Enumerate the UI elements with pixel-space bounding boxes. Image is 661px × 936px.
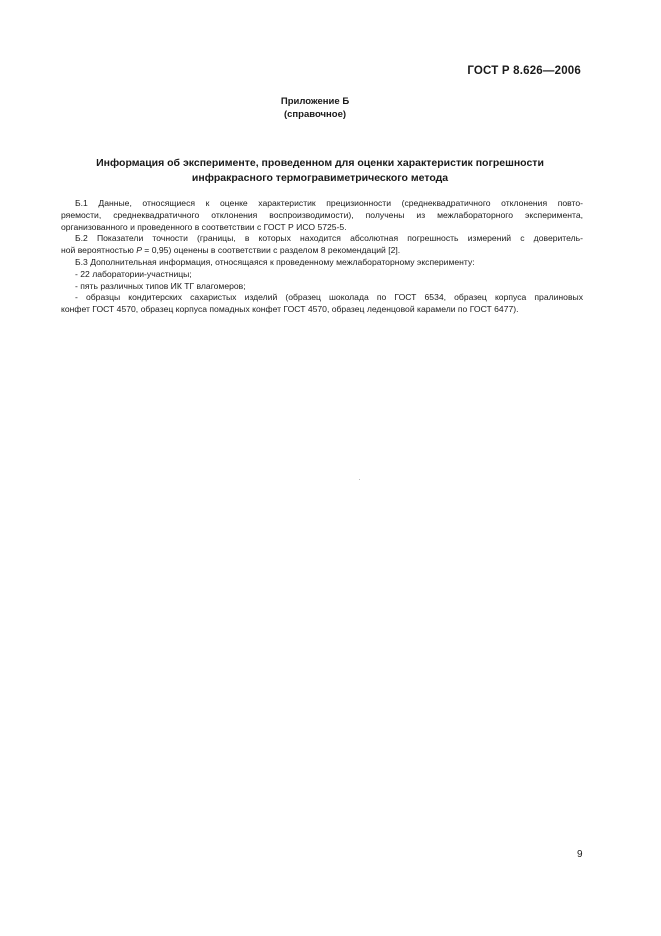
- paragraph-b1-line-1: Б.1 Данные, относящиеся к оценке характеристик прецизионности (среднеквадратичного отклонения повто-: [75, 198, 583, 208]
- paragraph-b1-line-2: ряемости, среднеквадратичного отклонения воспроизводимости), получены из межлабораторного эксперимента,: [61, 209, 583, 220]
- paragraph-b2-line-2-start: ной вероятностью: [61, 245, 137, 256]
- appendix-heading: [0, 96, 630, 121]
- appendix-label: Приложение Б: [280, 96, 350, 107]
- paragraph-b2-line-2-end: = 0,95) оценены в соответствии с разделом 8 рекомендаций [2].: [141, 245, 401, 256]
- paragraph-b1-line-3: организованного и проведенного в соответствии с ГОСТ Р ИСО 5725-5.: [61, 221, 347, 232]
- page-number: 9: [577, 849, 583, 860]
- section-title-line-2: инфракрасного термогравиметрического метода: [191, 171, 449, 184]
- paragraph-b2: [61, 233, 583, 257]
- paragraph-b2-line-1: Б.2 Показатели точности (границы, в которых находится абсолютная погрешность измерений с доверитель-: [75, 233, 583, 244]
- paragraph-b3-line-1: Б.3 Дополнительная информация, относящаяся к проведенному межлабораторному эксперименту:: [75, 256, 475, 267]
- appendix-type: (справочное): [283, 108, 347, 120]
- list-item-moisture-meters: - пять различных типов ИК ТГ влагомеров;: [75, 280, 246, 291]
- section-title-line-1: Информация об эксперименте, проведенном для оценки характеристик погрешности: [96, 157, 544, 169]
- scan-speck: [359, 479, 360, 480]
- list-item-samples-line-1: - образцы кондитерских сахаристых изделий (образец шоколада по ГОСТ 6534, образец корпуса пралиновых: [75, 292, 583, 303]
- section-title: [40, 156, 600, 185]
- list-item-participants: - 22 лаборатории-участницы;: [75, 268, 192, 279]
- paragraph-b1: [61, 198, 583, 233]
- paragraph-b2-line-2: [61, 245, 583, 257]
- list-item-samples-line-2: конфет ГОСТ 4570, образец корпуса помадных конфет ГОСТ 4570, образец леденцовой карамели по ГОСТ 6477).: [61, 304, 519, 315]
- probability-symbol: P: [136, 245, 142, 256]
- standard-code: ГОСТ Р 8.626—2006: [467, 65, 581, 77]
- body-text: [61, 198, 583, 316]
- paragraph-b3: [61, 257, 583, 316]
